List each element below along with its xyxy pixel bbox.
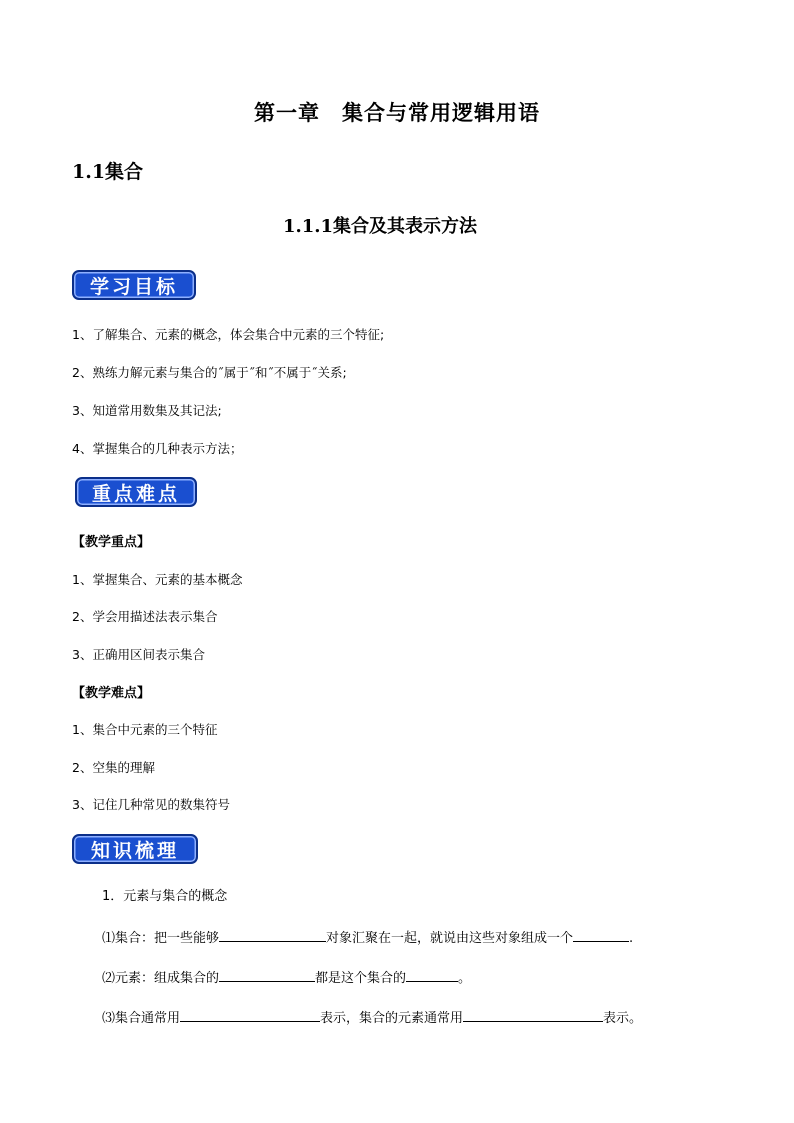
teaching-difficulty-label: 【教学难点】: [72, 686, 151, 701]
question-2: [102, 967, 471, 986]
goal-item-3: 3、知道常用数集及其记法;: [72, 403, 222, 418]
difficulty-item-2: 2、空集的理解: [72, 760, 155, 775]
question-3-part-b: 表示，集合的元素通常用: [320, 1011, 464, 1026]
question-1-part-b: 对象汇聚在一起，就说由这些对象组成一个: [326, 931, 574, 946]
question-3-part-a: ⑶集合通常用: [102, 1011, 181, 1026]
focus-item-3: 3、正确用区间表示集合: [72, 647, 205, 662]
knowledge-heading: 1．元素与集合的概念: [102, 889, 228, 904]
question-1: [102, 927, 633, 946]
question-2-part-c: 。: [458, 971, 472, 986]
blank-1b[interactable]: [573, 928, 629, 942]
blank-1a[interactable]: [219, 928, 326, 942]
question-2-part-a: ⑵元素：组成集合的: [102, 971, 220, 986]
section-title: 1.1集合: [72, 161, 144, 183]
difficulty-item-3: 3、记住几种常见的数集符号: [72, 797, 230, 812]
goal-item-4: 4、掌握集合的几种表示方法；: [72, 441, 243, 456]
question-3-part-c: 表示。: [603, 1011, 643, 1026]
blank-3a[interactable]: [180, 1008, 320, 1022]
goal-item-1: 1、了解集合、元素的概念，体会集合中元素的三个特征;: [72, 327, 385, 342]
blank-2b[interactable]: [406, 968, 458, 982]
blank-2a[interactable]: [219, 968, 315, 982]
difficulty-item-1: 1、集合中元素的三个特征: [72, 722, 218, 737]
focus-item-1: 1、掌握集合、元素的基本概念: [72, 572, 243, 587]
subsection-title: [0, 212, 760, 238]
question-1-part-a: ⑴集合：把一些能够: [102, 931, 220, 946]
blank-3b[interactable]: [463, 1008, 603, 1022]
learning-goals-badge: 学习目标: [72, 270, 196, 300]
question-3: [102, 1007, 642, 1026]
goal-item-2: 2、熟练力解元素与集合的˝属于˝和˝不属于˝关系;: [72, 365, 347, 380]
focus-item-2: 2、学会用描述法表示集合: [72, 609, 218, 624]
key-points-badge: 重点难点: [75, 477, 197, 507]
knowledge-review-badge: 知识梳理: [72, 834, 198, 864]
question-2-part-b: 都是这个集合的: [315, 971, 407, 986]
subsection-title-text: 1.1.1集合及其表示方法: [282, 216, 478, 237]
question-1-part-c: .: [629, 931, 634, 946]
chapter-title: 第一章 集合与常用逻辑用语: [254, 100, 540, 125]
teaching-focus-label: 【教学重点】: [72, 535, 151, 550]
